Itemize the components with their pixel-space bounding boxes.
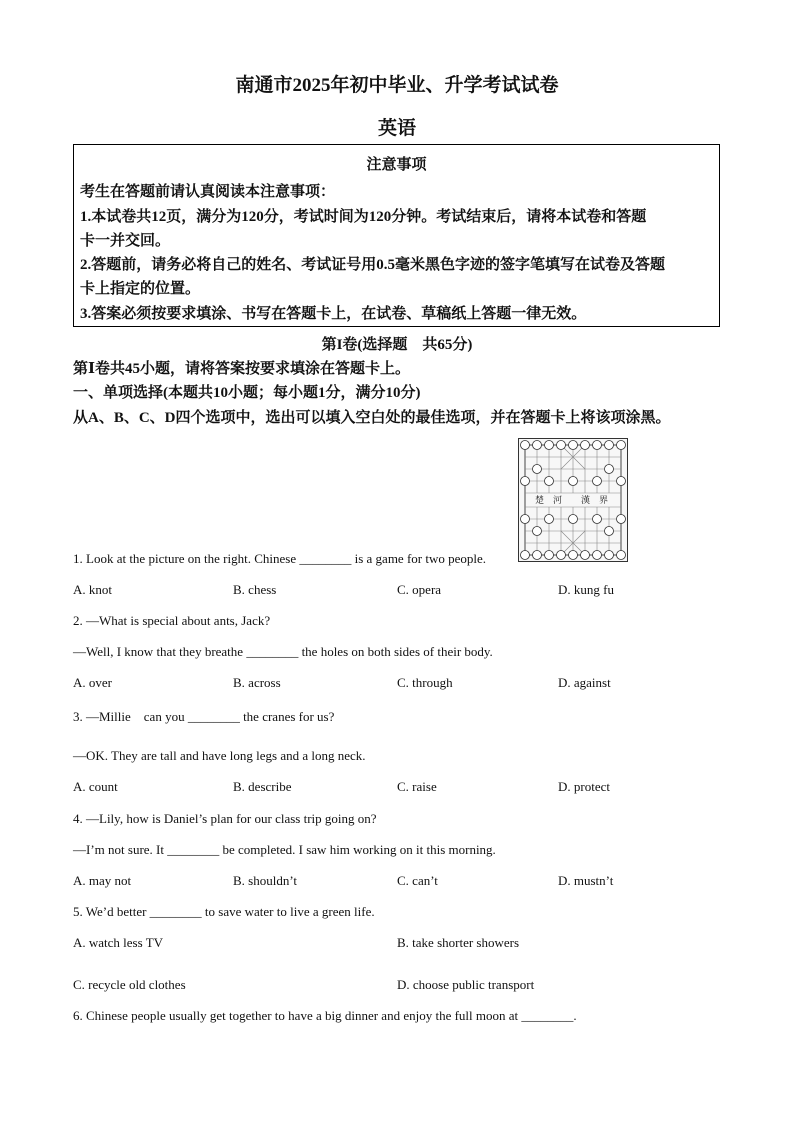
question-1-stem: 1. Look at the picture on the right. Chinese ________ is a game for two people. — [73, 551, 487, 566]
question-4-stem: 4. —Lily, how is Daniel’s plan for our class trip going on? — [73, 811, 377, 826]
question-1-option-d: D. kung fu — [558, 582, 614, 597]
question-5-stem: 5. We’d better ________ to save water to live a green life. — [73, 904, 375, 919]
question-5-option-d: D. choose public transport — [397, 977, 535, 992]
notice-line: 考生在答题前请认真阅读本注意事项： — [80, 184, 336, 200]
section-heading: 一、单项选择(本题共10小题；每小题1分，满分10分) — [73, 385, 421, 401]
notice-line: 1.本试卷共12页，满分为120分，考试时间为120分钟。考试结束后，请将本试卷和答题 — [80, 209, 647, 225]
question-3-option-d: D. protect — [558, 779, 610, 794]
notice-box — [73, 144, 720, 327]
chess-board-icon — [519, 439, 627, 561]
question-1-option-a: A. knot — [73, 582, 112, 597]
river-right-label: 漢 界 — [581, 496, 609, 506]
question-5-option-c: C. recycle old clothes — [73, 977, 186, 992]
subject-title: 英语 — [377, 118, 416, 139]
question-3-stem: 3. —Millie can you ________ the cranes for us? — [73, 709, 335, 724]
question-2-option-b: B. across — [233, 675, 281, 690]
question-4-option-d: D. mustn’t — [558, 873, 614, 888]
question-3-option-b: B. describe — [233, 779, 292, 794]
exam-title: 南通市2025年初中毕业、升学考试试卷 — [235, 75, 559, 96]
section-instruction: 从A、B、C、D四个选项中，选出可以填入空白处的最佳选项，并在答题卡上将该项涂黑。 — [73, 410, 671, 426]
question-3-line2: —OK. They are tall and have long legs and a long neck. — [73, 748, 366, 763]
notice-line: 3.答案必须按要求填涂、书写在答题卡上，在试卷、草稿纸上答题一律无效。 — [80, 306, 587, 322]
question-2-stem: 2. —What is special about ants, Jack? — [73, 613, 271, 628]
question-1-option-b: B. chess — [233, 582, 277, 597]
question-5-option-a: A. watch less TV — [73, 935, 164, 950]
notice-line: 卡上指定的位置。 — [80, 281, 201, 297]
question-1-option-c: C. opera — [397, 582, 442, 597]
question-2-option-a: A. over — [73, 675, 112, 690]
river-left-label: 楚 河 — [535, 496, 563, 506]
chess-board-picture — [518, 438, 628, 562]
part-title: 第I卷(选择题 共65分) — [321, 337, 473, 353]
question-2-option-c: C. through — [397, 675, 453, 690]
notice-line: 2.答题前，请务必将自己的姓名、考试证号用0.5毫米黑色字迹的签字笔填写在试卷及答题 — [80, 257, 666, 273]
question-4-option-a: A. may not — [73, 873, 132, 888]
notice-title: 注意事项 — [366, 157, 427, 173]
question-2-option-d: D. against — [558, 675, 611, 690]
question-4-option-c: C. can’t — [397, 873, 438, 888]
question-4-option-b: B. shouldn’t — [233, 873, 298, 888]
notice-line: 卡一并交回。 — [80, 233, 171, 249]
question-3-option-a: A. count — [73, 779, 118, 794]
question-5-option-b: B. take shorter showers — [397, 935, 520, 950]
question-3-option-c: C. raise — [397, 779, 437, 794]
question-4-line2: —I’m not sure. It ________ be completed. I saw him working on it this morning. — [73, 842, 496, 857]
question-6-stem: 6. Chinese people usually get together to have a big dinner and enjoy the full moon at ________. — [73, 1008, 577, 1023]
question-2-line2: —Well, I know that they breathe ________ the holes on both sides of their body. — [73, 644, 493, 659]
part-note: 第Ⅰ卷共45小题，请将答案按要求填涂在答题卡上。 — [73, 361, 411, 377]
